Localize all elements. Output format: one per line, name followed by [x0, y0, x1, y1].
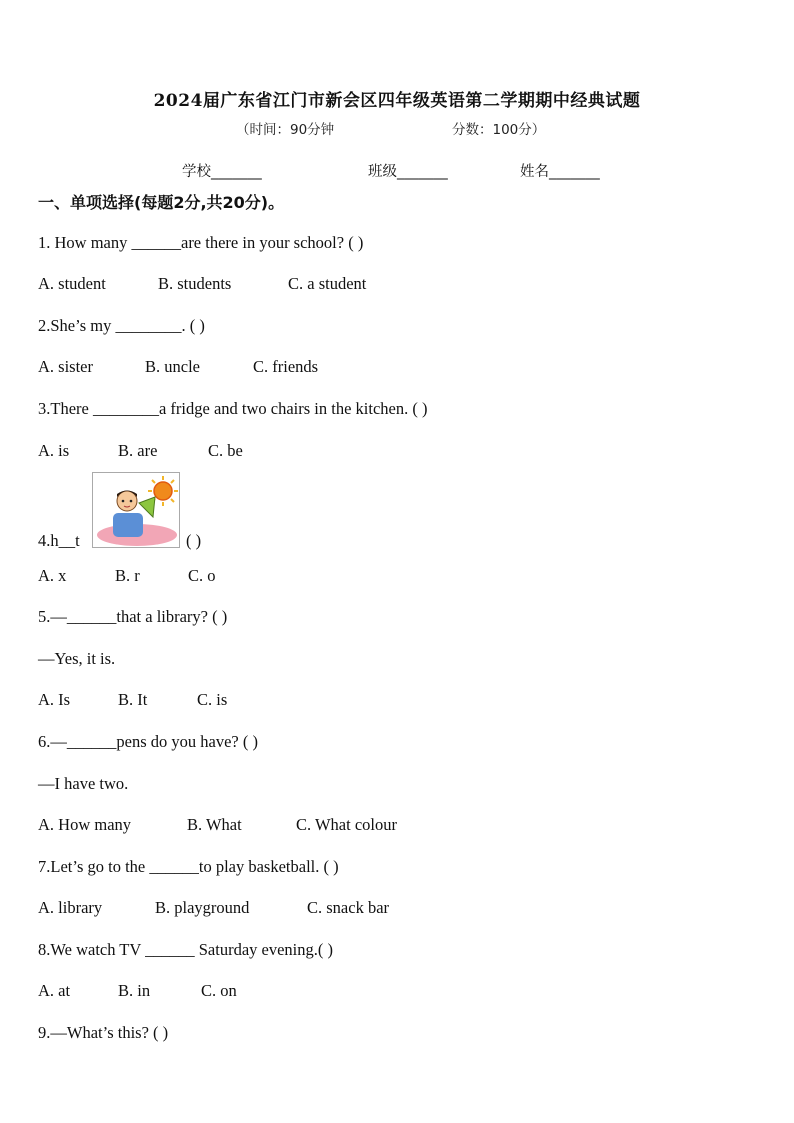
q7-option-a[interactable]: A. library — [38, 898, 103, 917]
q2-option-b[interactable]: B. uncle — [145, 357, 200, 376]
question-3: 3.There ________a fridge and two chairs in the kitchen. ( ) — [38, 399, 428, 418]
q3-option-a[interactable]: A. is — [38, 441, 70, 460]
q2-option-c[interactable]: C. friends — [253, 357, 319, 376]
question-9: 9.—What’s this? ( ) — [38, 1023, 169, 1042]
question-5: 5.—______that a library? ( ) — [38, 607, 228, 626]
q1-option-b[interactable]: B. students — [158, 274, 232, 293]
q6-option-b[interactable]: B. What — [187, 815, 242, 834]
q7-option-b[interactable]: B. playground — [155, 898, 250, 917]
question-6: 6.—______pens do you have? ( ) — [38, 732, 258, 751]
q5-option-a[interactable]: A. Is — [38, 690, 71, 709]
name-field[interactable]: 姓名_______ — [520, 164, 600, 180]
q7-option-c[interactable]: C. snack bar — [307, 898, 390, 917]
q8-option-b[interactable]: B. in — [118, 981, 151, 1000]
q1-option-a[interactable]: A. student — [38, 274, 106, 293]
boy-fanning-under-sun-picture — [92, 472, 180, 548]
q4-option-b[interactable]: B. r — [115, 566, 140, 585]
question-5-reply: —Yes, it is. — [38, 649, 116, 668]
q1-option-c[interactable]: C. a student — [288, 274, 367, 293]
q5-option-c[interactable]: C. is — [197, 690, 228, 709]
q6-option-a[interactable]: A. How many — [38, 815, 132, 834]
question-7: 7.Let’s go to the ______to play basketball. ( ) — [38, 857, 339, 876]
total-score: 分数：100分） — [452, 122, 546, 138]
question-4-answer-bracket: ( ) — [186, 531, 202, 550]
q6-option-c[interactable]: C. What colour — [296, 815, 397, 834]
page-title: 2024届广东省江门市新会区四年级英语第二学期期中经典试题 — [153, 91, 641, 111]
question-4: 4.h__t — [38, 531, 80, 550]
question-6-reply: —I have two. — [38, 774, 129, 793]
school-field[interactable]: 学校_______ — [182, 164, 262, 180]
q4-option-c[interactable]: C. o — [188, 566, 216, 585]
q2-option-a[interactable]: A. sister — [38, 357, 93, 376]
q4-option-a[interactable]: A. x — [38, 566, 67, 585]
question-8: 8.We watch TV ______ Saturday evening.( ) — [38, 940, 333, 959]
question-1: 1. How many ______are there in your school? ( ) — [38, 233, 364, 252]
q5-option-b[interactable]: B. It — [118, 690, 148, 709]
q8-option-c[interactable]: C. on — [201, 981, 237, 1000]
section-heading: 一、单项选择(每题2分,共20分)。 — [38, 193, 285, 212]
q8-option-a[interactable]: A. at — [38, 981, 71, 1000]
class-field[interactable]: 班级_______ — [368, 164, 448, 180]
time-limit: （时间：90分钟 — [236, 122, 335, 138]
q3-option-b[interactable]: B. are — [118, 441, 158, 460]
question-2: 2.She’s my ________. ( ) — [38, 316, 205, 335]
q3-option-c[interactable]: C. be — [208, 441, 243, 460]
